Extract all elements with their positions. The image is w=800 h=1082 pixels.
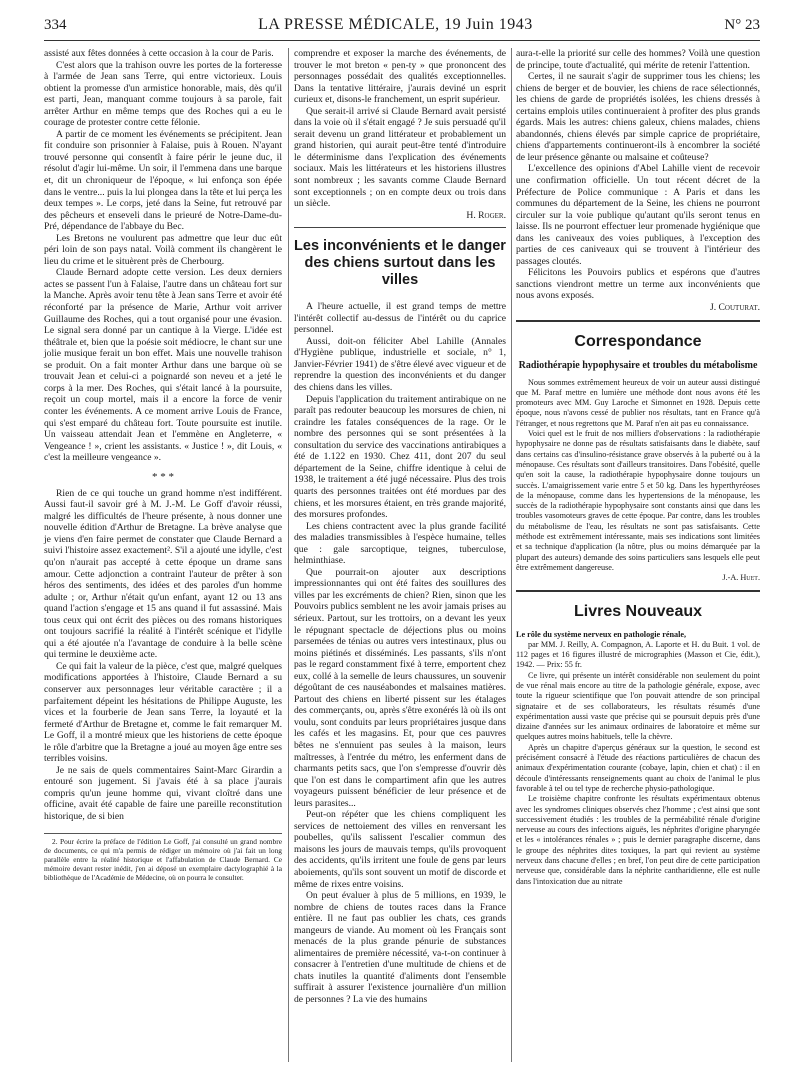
paragraph: A partir de ce moment les événements se précipitent. Jean fit conduire son prisonnier à Falaise, puis à Rouen. N'ayant trouvé personne qui consentît à faire périr le jeune duc, il résolut d'agir lui-même. Un soir, il l'emmena dans une barque et, dit un chroniqueur de l'époque, « lui enfonça son épée dans le ventre... puis la lui plongea dans la tête et lui perça les deux tempes ». Le corps, jeté dans la Seine, fut retrouvé par des pêcheurs et enseveli dans le prieuré de Notre-Dame-du-Pré, dépendance de l'abbaye du Bec. <box>44 128 282 233</box>
paragraph: Après un chapitre d'aperçus généraux sur la question, le second est précisément consacré à l'étude des réactions particulières de chacun des animaux d'expérimentation courante (cobaye, lapin, chien et chat) : il en découle d'intéressants renseignements quant au choix de l'animal le plus favorable à tel ou tel type de recherche physio-pathologique. <box>516 742 760 793</box>
paragraph: C'est alors que la trahison ouvre les portes de la forteresse à l'armée de Jean sans Terre, qui entre victorieux. Louis obtient la promesse d'un armistice honorable, mais, dès qu'il est parti, Jean, manquant comme toujours à sa parole, fait arrêter Arthur en même temps que des Roches qui a eu le courage de protester contre cette félonie. <box>44 59 282 129</box>
paragraph: Aussi, doit-on féliciter Abel Lahille (Annales d'Hygiène publique, industrielle et sociale, n° 1, Janvier-Février 1941) de s'être élevé avec vigueur et de reprendre la question des inconvénients et du danger des chiens dans les villes. <box>294 335 506 394</box>
paragraph: A l'heure actuelle, il est grand temps de mettre l'intérêt collectif au-dessus de l'intérêt ou du caprice personnel. <box>294 301 506 336</box>
paragraph: Les chiens contractent avec la plus grande facilité des maladies transmissibles à l'espèce humaine, telles que : gale sarcoptique, teignes, tuberculose, helminthiase. <box>294 520 506 567</box>
footnote <box>44 833 282 882</box>
paragraph: Que serait-il arrivé si Claude Bernard avait persisté dans la voie où il s'était engagé ? Je suis persuadé qu'il serait devenu un grand littérateur et probablement un grand historien, qui aurait peut-être tenté d'introduire le déterminisme dans l'explication des événements sociaux. Mais les littérateurs et les historiens illustres sont nombreux ; les savants comme Claude Bernard sont exceptionnels ; on en compte deux ou trois dans un siècle. <box>294 105 506 210</box>
paragraph: Ce livre, qui présente un intérêt considérable non seulement du point de vue rénal mais encore au titre de la pathologie générale, expose, avec toute la rigueur scientifique que l'on pouvait attendre de son principal signataire et de ses collaborateurs, les résultats résumés d'une expérimentation aussi vaste que précise qui se poursuit depuis près d'une dizaine d'années sur les animaux ordinaires de laboratoire et même sur quelques autres moins habituels, telle la chèvre. <box>516 670 760 742</box>
book-reference: par MM. J. Reilly, A. Compagnon, A. Laporte et H. du Buit. 1 vol. de 112 pages et 16 figures illustré de micrographies (Masson et Cie, édit.), 1942. — Prix: 55 fr. <box>516 639 760 670</box>
correspondance-subtitle: Radiothérapie hypophysaire et troubles du métabolisme <box>518 359 758 371</box>
page-number: 334 <box>44 17 67 33</box>
column-2 <box>294 48 506 1006</box>
section-title-correspondance: Correspondance <box>574 332 702 350</box>
paragraph: L'excellence des opinions d'Abel Lahille vient de recevoir une confirmation officielle. Un tout récent décret de la Préfecture de Police communique : A Paris et dans les communes du département de la Seine, les chiens ne pourront circuler sur la voie publique qu'autant qu'ils seront tenus en laisse. Ils ne pourront effectuer leur promenade hygiénique que dans les caniveaux des voies publiques, à l'exception des parties de ces caniveaux qui se trouvent à l'intérieur des passages cloutés. <box>516 163 760 267</box>
paragraph: Que pourrait-on ajouter aux descriptions impressionnantes qui ont été faites des souillures des villes par les excréments de chien? Rien, sinon que les Pouvoirs publics semblent ne les avoir jamais prises au sérieux. Partout, sur les trottoirs, on a devant les yeux le répugnant spectacle de déjections plus ou moins parsemées de ténias ou autres vers intestinaux, plus ou moins piétinés et disséminés. Les passants, s'ils n'ont pas le regard constamment fixé à terre, emportent chez eux, collé à la semelle de leurs chaussures, un souvenir dégoûtant de ces nauséabondes et malsaines matières. Partout des chiens en liberté pissent sur les étalages des commerçants, ou, après s'être exonérés là où ils ont voulu, sont conduits par leurs propriétaires jusque dans les cafés et les magasins. Et, pour que ces pauvres bêtes ne s'ennuient pas seules à la maison, leurs maîtresses, à l'entrée du métro, les enferment dans de charmants petits sacs, que l'on s'empresse d'ouvrir dès que l'on est dans le compartiment afin que les autres voyageurs puissent bénéficier de leur présence et de leurs parasites... <box>294 566 506 809</box>
signature: J. Couturat. <box>710 302 760 314</box>
paragraph: Depuis l'application du traitement antirabique on ne paraît pas redouter beaucoup les morsures de chien, ni craindre les fatales conséquences de la rage. Or le nombre des personnes qui se sont présentées à la consultation du service des vaccinations antirabiques a été de 1.122 en 1930. Chez 411, dont 207 du seul département de la Seine, chiffre identique à celui de 1938, le traitement a été jugé nécessaire. Plus des trois quarts des personnes traitées ont été mordues par des chiens, et les morsures étaient, en très grande majorité, des morsures profondes. <box>294 393 506 521</box>
journal-title: LA PRESSE MÉDICALE, 19 Juin 1943 <box>258 16 533 33</box>
paragraph: Je ne sais de quels commentaires Saint-Marc Girardin a entouré son jugement. Si j'avais été à sa place j'aurais compris qu'un jeune homme qui, vivant cloîtré dans une officine, avait été capable de faire une pareille reconstitution historique, de si bien <box>44 764 282 822</box>
separator <box>294 227 506 228</box>
article-title: Les inconvénients et le danger des chiens surtout dans les villes <box>294 238 506 289</box>
paragraph: Les Bretons ne voulurent pas admettre que leur duc eût péri loin de son pays natal. Voilà comment ils changèrent le lieu du crime et le situèrent près de Cherbourg. <box>44 232 282 267</box>
paragraph: aura-t-elle la priorité sur celle des hommes? Voilà une question de principe, toute d'actualité, qui mérite de retenir l'attention. <box>516 48 760 71</box>
paragraph: Nous sommes extrêmement heureux de voir un auteur aussi distingué que M. Paraf mettre en lumière une méthode dont nous avons été les promoteurs avec MM. Guy Laroche et Simonnet en 1928. Depuis cette époque, nous n'avons cessé de publier nos résultats, tant en France qu'à l'étranger, et nous regrettons que M. Paraf n'en ait pas eu connaissance. <box>516 377 760 428</box>
footnote-text: 2. Pour écrire la préface de l'édition Le Goff, j'ai consulté un grand nombre de documents, ce qui m'a permis de rédiger un mémoire où j'ai fait un long parallèle entre la réalité historique et l'affabulation de Claude Bernard. Ce mémoire devant rester inédit, j'en ai déposé un exemplaire dactylographié à la bibliothèque de l'Académie de Médecine, où on pourra le consulter. <box>44 836 282 882</box>
header-rule <box>44 40 760 41</box>
paragraph: Certes, il ne saurait s'agir de supprimer tous les chiens; les chiens de berger et de bouvier, les chiens de race sélectionnés, les chiens de garde de propriétés isolées, les chiens dressés à certains emplois utiles continueraient à profiter des plus grands égards. Mais les autres: chiens galeux, chiens malades, chiens abandonnés, chiens élevés par simple caprice de propriétaire, chiens d'appartements continueront-ils à encombrer la société de leur présence gênante ou malsaine et coûteuse? <box>516 71 760 163</box>
paragraph: Voici quel est le fruit de nos milliers d'observations : la radiothérapie hypophysaire ne donne pas de résultats satisfaisants dans le diabète, sauf dans certains cas d'insulino-résistance grave observés à la puberté ou à la ménopause. Ces résultats sont d'ailleurs transitoires. Dans l'obésité, quelle qu'en soit la cause, la radiothérapie hypophysaire donne toujours un succès. L'amaigrissement varie entre 5 et 50 kg. Dans les hyperthyréoses de la ménopause, comme dans les hypertensions de la ménopause, les succès de la radiothérapie hypophysaire sont constants ainsi que dans les troubles vasomoteurs graves de cette époque. Par contre, dans les troubles du métabolisme de l'eau, les résultats ne sont pas satisfaisants. Cette méthode est extrêmement intéressante, mais ses indications sont limitées et sa technique d'application (la nôtre, plus ou moins démarquée par la plupart des auteurs) demande des soins particuliers sans lesquels elle peut être extrêmement dangereuse. <box>516 429 760 572</box>
paragraph: Ce qui fait la valeur de la pièce, c'est que, malgré quelques modifications apportées à l'histoire, Claude Bernard a su conserver aux personnages leur véritable caractère ; il a parfaitement dépeint les hésitations de Philippe Auguste, les vices et la fourberie de Jean sans Terre, la loyauté et la fermeté d'Arthur de Bretagne et, comme le fait remarquer M. Le Goff, il a montré mieux que les historiens de cette époque le rôle d'arbitre que la Bretagne a joué au moyen âge entre ses terribles voisins. <box>44 660 282 765</box>
signature: J.-A. Huet. <box>722 573 760 583</box>
issue-number: N° 23 <box>724 17 760 33</box>
book-title: Le rôle du système nerveux en pathologie rénale, <box>516 629 687 639</box>
separator <box>516 590 760 592</box>
paragraph: Félicitons les Pouvoirs publics et espérons que d'autres sanctions viendront mettre un terme aux inconvénients que nous avons exposés. <box>516 267 760 302</box>
paragraph: On peut évaluer à plus de 5 millions, en 1939, le nombre de chiens de toutes races dans la France entière. Il ne faut pas oublier les chats, ces grands mangeurs de viande. Au moment où les Français sont menacés de la plus grande pénurie de substances alimentaires de première nécessité, va-t-on continuer à consacrer à l'entretien d'une multitude de chiens et de chats inutiles la quantité d'aliments dont l'ensemble suffirait à assurer l'existence journalière d'un million de personnes ? La vie des humains <box>294 890 506 1006</box>
section-title-livres: Livres Nouveaux <box>573 602 703 620</box>
separator <box>516 320 760 322</box>
section-stars: * * * <box>152 470 174 483</box>
paragraph: comprendre et exposer la marche des événements, de trouver le mot breton « pen-ty » que prononcent des personnages possédait des qualités exceptionnelles. Dans la tentative littéraire, j'aurais deviné un esprit curieux et, disons-le franchement, un esprit supérieur. <box>294 48 506 106</box>
signature: H. Roger. <box>466 209 506 221</box>
column-3 <box>516 48 760 887</box>
column-divider <box>511 48 512 1062</box>
paragraph: Peut-on répéter que les chiens compliquent les services de nettoiement des villes en renversant les poubelles, qu'ils salissent l'escalier commun des maisons les jours de mauvais temps, qu'ils provoquent des accidents, qu'ils irritent une foule de gens par leurs aboiements, qu'ils sont souvent un motif de discorde et même de rixes entre voisins. <box>294 809 506 890</box>
column-1 <box>44 48 282 882</box>
paragraph: Le troisième chapitre confronte les résultats expérimentaux obtenus avec les syndromes cliniques observés chez l'homme ; c'est ainsi que sont successivement étudiés : les troubles de la perméabilité rénale d'origine nerveuse au cours des infections aiguës, les néphrites d'origine pharyngée et les « intolérances rénales » ; puis le dernier paragraphe discerne, dans le groupe des néphrites dites toxiques, la part qui revient au système nerveux dans chacune d'elles ; en bref, l'on peut dire de cette participation nerveuse que, considérable dans la néphrite cantharidienne, elle est nulle dans l'intoxication due au nitrate <box>516 794 760 886</box>
page-header <box>44 16 760 42</box>
paragraph: assisté aux fêtes données à cette occasion à la cour de Paris. <box>44 48 274 59</box>
paragraph: Rien de ce qui touche un grand homme n'est indifférent. Aussi faut-il savoir gré à M. J.-M. Le Goff d'avoir réussi, malgré les difficultés de l'heure présente, à nous donner une nouvelle édition d'Arthur de Bretagne. La brève analyse que je viens d'en faire permet de constater que Claude Bernard a suivi l'histoire assez exactement². S'il a ajouté une idylle, c'est qu'on n'aurait pas accepté à cette époque un drame sans amour. Cette adjonction a contraint l'auteur de prêter à son héros des sentiments, des idées et des paroles d'un homme adulte ; or, Arthur n'était qu'un enfant, ayant 12 ou 13 ans quand l'action s'engage et 15 ans quand il fut assassiné. Mais tous ceux qui ont écrit des pièces ou des romans historiques ont toujours sacrifié la réalité à l'intérêt scénique et l'idylle qui a été ajoutée n'a l'avantage de conduire à la belle scène qui termine le deuxième acte. <box>44 487 282 661</box>
paragraph: Claude Bernard adopte cette version. Les deux derniers actes se passent l'un à Falaise, l'autre dans un château fort sur la Manche. Après avoir tenu tête à Jean sans Terre et avoir été réconforté par la présence de Marie, Arthur voit arriver Guillaume des Roches, qui a tout organisé pour une évasion. Le signal sera donné par un cantique à la Vierge. L'idée est théâtrale et, bien que la poésie soit médiocre, le chant sur une jolie musique ferait un bon effet. Mais une nouvelle trahison se produit. On a fait monter Arthur dans une barque où se trouvait Jean et celui-ci a poignardé son neveu et a jeté le corps à la mer. Des Roches, qui s'était lancé à la poursuite, reçoit un coup mortel, mais il a encore la force de venir conter les événements. A ce moment arrive Louis de France, qui s'est emparé du château fort. Toute poursuite est inutile. Un vaisseau attendait Jean et l'emmène en Angleterre, « Vengeance ! », crient les assistants. « Justice ! », dit Louis, « c'est la meilleure vengeance ». <box>44 267 282 464</box>
column-divider <box>288 48 289 1062</box>
